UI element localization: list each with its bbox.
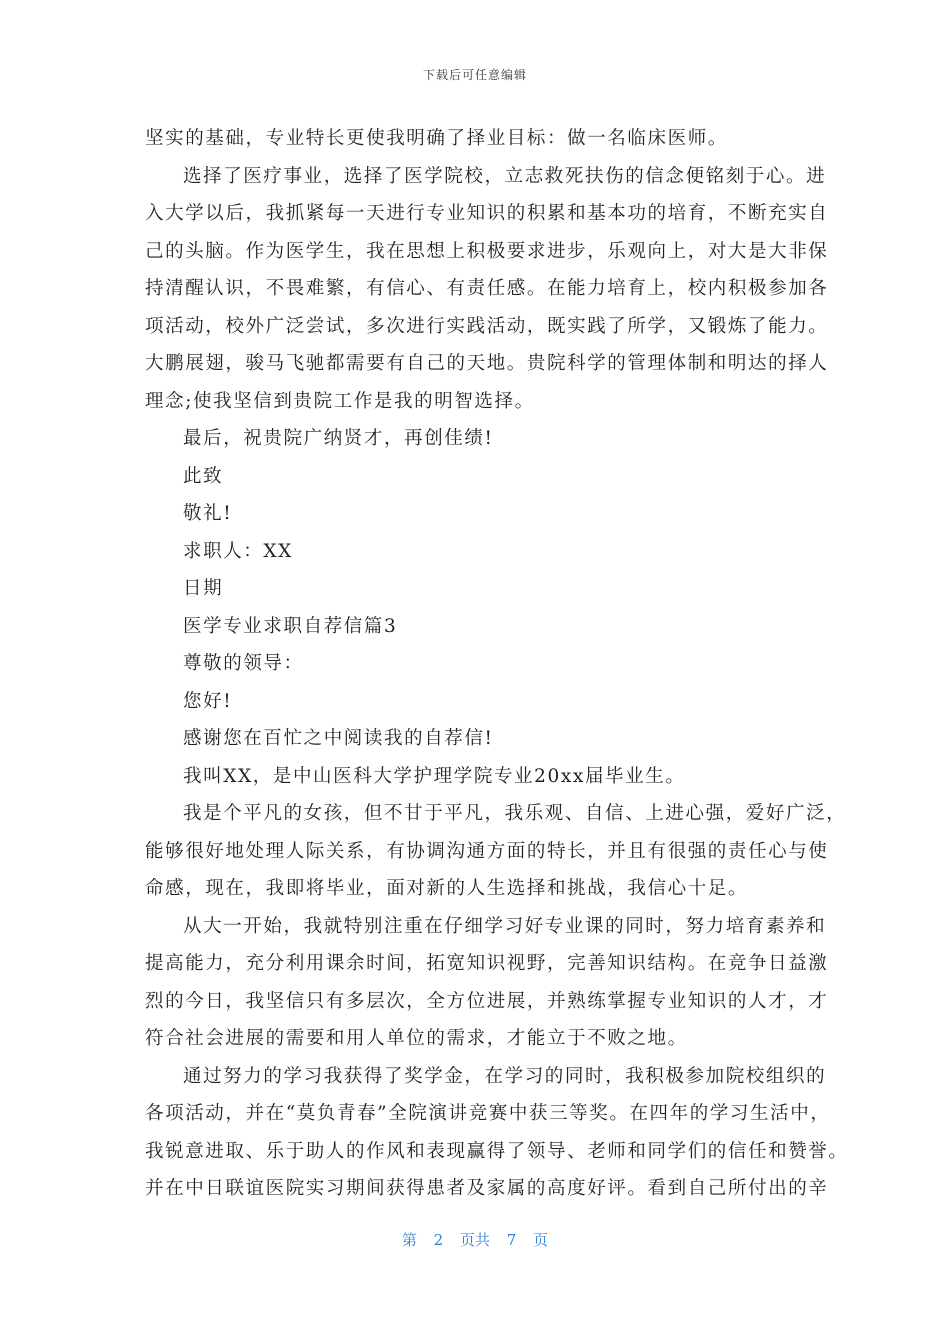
text-line: 烈的今日，我坚信只有多层次，全方位进展，并熟练掌握专业知识的人才，才 xyxy=(145,990,829,1012)
page-current: 2 xyxy=(433,1231,444,1249)
text-line: 能够很好地处理人际关系，有协调沟通方面的特长，并且有很强的责任心与使 xyxy=(145,840,829,862)
paragraph-start: 通过努力的学习我获得了奖学金，在学习的同时，我积极参加院校组织的 xyxy=(183,1065,827,1087)
text-line: 己的头脑。作为医学生，我在思想上积极要求进步，乐观向上，对大是大非保 xyxy=(145,240,829,262)
text-line: 我锐意进取、乐于助人的作风和表现赢得了领导、老师和同学们的信任和赞誉。 xyxy=(145,1140,849,1162)
greeting-hello: 您好! xyxy=(183,690,233,712)
thanks-line: 感谢您在百忙之中阅读我的自荐信! xyxy=(183,728,494,749)
text-line: 各项活动，并在“莫负青春”全院演讲竞赛中获三等奖。在四年的学习生活中， xyxy=(145,1103,831,1124)
salutation-respect: 敬礼! xyxy=(183,503,233,524)
document-body xyxy=(145,120,849,1208)
paragraph-start: 从大一开始，我就特别注重在仔细学习好专业课的同时，努力培育素养和 xyxy=(183,915,827,937)
page-label: 第 xyxy=(401,1231,417,1249)
text-line: 提高能力，充分利用课余时间，拓宽知识视野，完善知识结构。在竞争日益激 xyxy=(145,953,829,974)
text-line: 项活动，校外广泛尝试，多次进行实践活动，既实践了所学，又锻炼了能力。 xyxy=(145,315,829,337)
text-line: 理念;使我坚信到贵院工作是我的明智选择。 xyxy=(145,390,535,412)
intro-line: 我叫XX，是中山医科大学护理学院专业20xx届毕业生。 xyxy=(183,765,686,787)
page-header: 下载后可任意编辑 xyxy=(422,68,527,82)
page-total: 7 xyxy=(506,1231,517,1249)
salutation-closing: 此致 xyxy=(183,465,224,487)
paragraph-start: 选择了医疗事业，选择了医学院校，立志救死扶伤的信念便铭刻于心。进 xyxy=(183,165,827,187)
page-footer xyxy=(0,1229,950,1250)
text-line: 入大学以后，我抓紧每一天进行专业知识的积累和基本功的培育，不断充实自 xyxy=(145,203,829,224)
page-end-label: 页 xyxy=(533,1231,549,1249)
text-line: 大鹏展翅，骏马飞驰都需要有自己的天地。贵院科学的管理体制和明达的择人 xyxy=(145,353,829,374)
page-mid-label: 页共 xyxy=(459,1231,490,1249)
text-line: 命感，现在，我即将毕业，面对新的人生选择和挑战，我信心十足。 xyxy=(145,878,749,899)
section-title: 医学专业求职自荐信篇3 xyxy=(183,615,398,637)
text-line: 并在中日联谊医院实习期间获得患者及家属的高度好评。看到自己所付出的辛 xyxy=(145,1178,829,1199)
greeting-recipient: 尊敬的领导： xyxy=(183,653,304,674)
text-line: 坚实的基础，专业特长更使我明确了择业目标：做一名临床医师。 xyxy=(145,128,728,149)
text-line: 持清醒认识，不畏难繁，有信心、有责任感。在能力培育上，校内积极参加各 xyxy=(145,278,829,299)
closing-wish: 最后，祝贵院广纳贤才，再创佳绩! xyxy=(183,428,494,449)
applicant-name: 求职人：XX xyxy=(183,540,293,562)
date-label: 日期 xyxy=(183,578,224,599)
paragraph-start: 我是个平凡的女孩，但不甘于平凡，我乐观、自信、上进心强，爱好广泛， xyxy=(183,803,847,824)
text-line: 符合社会进展的需要和用人单位的需求，才能立于不败之地。 xyxy=(145,1028,688,1049)
